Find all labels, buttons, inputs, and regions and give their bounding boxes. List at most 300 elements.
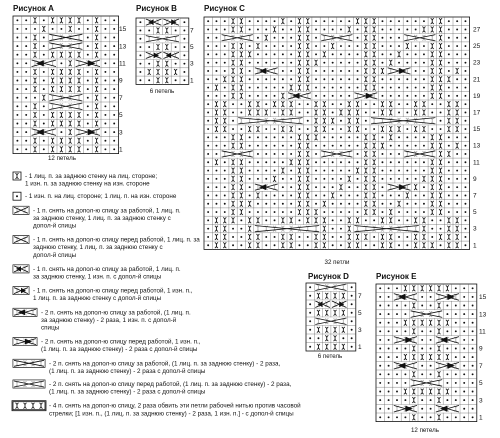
purl-dot [430,296,432,298]
purl-dot [415,203,417,205]
purl-dot [274,53,276,55]
purl-dot [315,178,317,180]
purl-dot [415,136,417,138]
purl-dot [216,29,218,31]
purl-dot [455,287,457,289]
purl-dot [398,45,400,47]
purl-dot [423,45,425,47]
legend-text: - 1 п. снять на допол-ю спицу за работой, 1 лиц. п. [33,207,181,215]
purl-dot [463,365,465,367]
legend-text: - 1 изн. п. на лиц. стороне; 1 лиц. п. на изн. стороне [25,193,177,201]
row-number: 23 [473,59,481,67]
purl-dot [379,408,381,410]
purl-dot [290,195,292,197]
purl-dot [455,356,457,358]
purl-dot [224,20,226,22]
purl-dot [465,53,467,55]
purl-dot [16,114,18,116]
purl-dot [431,103,433,105]
purl-dot [390,170,392,172]
purl-dot [388,416,390,418]
purl-dot [249,87,251,89]
purl-dot [465,161,467,163]
purl-dot [423,211,425,213]
purl-dot [415,78,417,80]
purl-dot [25,105,27,107]
purl-dot [448,203,450,205]
cable-cross-left [75,128,101,136]
purl-dot [249,145,251,147]
purl-dot [332,112,334,114]
cable-cross-right [145,18,162,26]
purl-dot [430,373,432,375]
chart-a-title: Рисунок A [13,4,54,13]
purl-dot [340,236,342,238]
purl-dot [340,170,342,172]
purl-dot [379,305,381,307]
purl-dot [348,45,350,47]
purl-dot [465,120,467,122]
purl-dot [382,78,384,80]
purl-dot [25,97,27,99]
purl-dot [249,211,251,213]
purl-dot [348,203,350,205]
purl-dot [25,148,27,150]
chart-a-stitch-count: 12 петель [47,155,77,162]
purl-dot [216,53,218,55]
purl-dot [216,195,218,197]
row-number: 3 [473,225,477,233]
purl-dot [357,37,359,39]
purl-dot [340,178,342,180]
purl-dot [257,161,259,163]
purl-dot [257,203,259,205]
purl-dot [423,87,425,89]
purl-dot [323,170,325,172]
cross-left-2-icon [13,236,29,244]
purl-dot [448,53,450,55]
purl-dot [274,112,276,114]
purl-dot [25,37,27,39]
purl-dot [396,373,398,375]
purl-dot [340,29,342,31]
row-number: 5 [479,380,483,388]
purl-dot [340,103,342,105]
purl-dot [274,95,276,97]
purl-dot [87,19,89,21]
chart-d [306,272,362,360]
purl-dot [290,211,292,213]
purl-dot [34,97,36,99]
purl-dot [332,161,334,163]
purl-dot [440,112,442,114]
purl-dot [25,114,27,116]
purl-dot [224,45,226,47]
chart-c-grid [204,17,470,249]
purl-dot [265,219,267,221]
purl-dot [357,45,359,47]
purl-dot [274,145,276,147]
purl-dot [274,170,276,172]
purl-dot [390,20,392,22]
purl-dot [249,136,251,138]
purl-dot [290,37,292,39]
purl-dot [16,80,18,82]
purl-dot [365,128,367,130]
cross-right-4-icon [13,359,45,367]
cable-cross-left [435,293,460,301]
chart-a-grid [13,16,119,154]
purl-dot [390,87,392,89]
purl-dot [216,95,218,97]
purl-dot [274,62,276,64]
purl-dot [423,20,425,22]
purl-dot [456,186,458,188]
cable-cross-left [13,236,28,243]
purl-dot [274,87,276,89]
purl-dot [340,62,342,64]
purl-dot [315,95,317,97]
cable-cross-right [49,94,84,102]
purl-dot [398,112,400,114]
purl-dot [207,37,209,39]
cable-cross-left [393,405,418,413]
purl-dot [430,330,432,332]
purl-dot [232,244,234,246]
purl-dot [463,339,465,341]
purl-dot [348,170,350,172]
purl-dot [388,305,390,307]
cable-cross-left [354,225,420,233]
purl-dot [415,178,417,180]
purl-dot [348,211,350,213]
legend-item [13,236,200,259]
purl-dot [309,312,311,314]
chart-d-grid [306,283,356,351]
purl-dot [472,287,474,289]
purl-dot [309,320,311,322]
cable-cross-left [331,300,347,308]
purl-dot [455,330,457,332]
row-number: 1 [119,146,123,154]
cable-cross-left [435,362,460,370]
purl-dot [415,70,417,72]
purl-dot [139,46,141,48]
purl-dot [323,178,325,180]
purl-dot [351,337,353,339]
purl-dot [323,87,325,89]
purl-dot [379,339,381,341]
purl-dot [340,70,342,72]
purl-dot [348,78,350,80]
purl-dot [365,219,367,221]
purl-dot [207,45,209,47]
purl-dot [16,45,18,47]
purl-dot [25,28,27,30]
purl-dot [16,54,18,56]
cable-cross-right [163,52,180,60]
purl-dot [373,219,375,221]
purl-dot [340,195,342,197]
purl-dot [299,219,301,221]
purl-dot [348,53,350,55]
purl-dot [16,148,18,150]
purl-dot [430,305,432,307]
purl-dot [456,45,458,47]
purl-dot [430,348,432,350]
purl-dot [382,37,384,39]
purl-dot [390,95,392,97]
cross-right-purl-icon [13,265,29,273]
purl-dot [446,313,448,315]
purl-dot [139,30,141,32]
purl-dot [463,296,465,298]
purl-dot [456,87,458,89]
purl-dot [406,128,408,130]
purl-dot [388,313,390,315]
purl-dot [265,95,267,97]
purl-dot [398,136,400,138]
purl-dot [224,62,226,64]
purl-dot [465,145,467,147]
purl-dot [421,408,423,410]
purl-dot [265,178,267,180]
purl-dot [175,30,177,32]
purl-dot [472,339,474,341]
purl-dot [398,103,400,105]
purl-dot [379,356,381,358]
row-number: 3 [358,326,362,334]
purl-dot [323,45,325,47]
purl-dot [406,136,408,138]
purl-dot [456,161,458,163]
purl-dot [465,29,467,31]
purl-dot [274,244,276,246]
purl-dot [265,29,267,31]
purl-dot [323,136,325,138]
purl-dot [332,228,334,230]
cable-cross-left [13,338,36,345]
purl-dot [274,20,276,22]
purl-dot [216,37,218,39]
purl-dot [351,286,353,288]
cable-cross-right [254,67,278,75]
purl-dot [340,161,342,163]
purl-dot [398,178,400,180]
legend-text: за заднюю стенку, 1 изн. п. с допол-й спицы [33,273,162,281]
legend-text: стрелки; [1 изн. п., (1 лиц. п. за заднюю стенку) - 2 раза, 1 изн. п.] - с допол-й спицы [49,410,294,418]
legend-text: заднюю стенку, 1 лиц. п. за заднюю стенку с [33,244,163,252]
purl-dot [274,78,276,80]
purl-dot [365,244,367,246]
purl-dot [398,244,400,246]
purl-dot [282,195,284,197]
row-number: 5 [119,112,123,120]
purl-dot [257,37,259,39]
purl-dot [290,53,292,55]
purl-dot [472,399,474,401]
purl-dot [398,62,400,64]
purl-dot [382,186,384,188]
purl-dot [183,38,185,40]
purl-dot [249,95,251,97]
row-number: 21 [473,76,481,84]
purl-dot [463,416,465,418]
purl-dot [373,244,375,246]
chart-b-title: Рисунок B [136,4,177,13]
purl-dot [448,170,450,172]
purl-dot [421,305,423,307]
purl-dot [472,296,474,298]
purl-dot [323,20,325,22]
purl-dot [465,70,467,72]
purl-dot [423,145,425,147]
legend-item [12,401,301,418]
purl-dot [315,145,317,147]
purl-dot [465,103,467,105]
purl-dot [265,145,267,147]
purl-dot [60,131,62,133]
legend-item [13,192,177,200]
cable-cross-right [404,34,437,42]
purl-dot [463,305,465,307]
purl-dot [224,53,226,55]
cable-cross-right [315,300,331,308]
purl-dot [388,348,390,350]
purl-dot [60,28,62,30]
purl-dot [415,161,417,163]
chart-a [13,4,127,162]
purl-dot [307,236,309,238]
purl-dot [104,28,106,30]
cable-cross-right [13,207,28,214]
purl-dot [440,219,442,221]
purl-dot [290,178,292,180]
purl-dot [232,120,234,122]
purl-dot [265,20,267,22]
purl-dot [87,45,89,47]
purl-dot [265,136,267,138]
purl-dot [113,105,115,107]
purl-dot [265,244,267,246]
purl-dot [309,337,311,339]
purl-dot [257,78,259,80]
purl-dot [207,95,209,97]
purl-dot [104,62,106,64]
purl-dot [465,170,467,172]
purl-dot [113,131,115,133]
row-number: 3 [190,60,194,68]
row-number: 3 [119,129,123,137]
row-number: 15 [479,294,487,302]
purl-dot [257,170,259,172]
purl-dot [382,178,384,180]
purl-dot [382,211,384,213]
purl-dot [342,337,344,339]
purl-dot [249,45,251,47]
purl-dot [332,128,334,130]
purl-dot [282,87,284,89]
legend-text: - 1 п. снять на допол-ю спицу перед работой, 1 лиц. п. за [33,236,200,244]
purl-dot [390,203,392,205]
purl-dot [87,140,89,142]
purl-dot-icon [13,192,21,200]
purl-dot [357,62,359,64]
cross-right-2-icon [13,206,29,214]
purl-dot [448,186,450,188]
purl-dot [216,136,218,138]
purl-dot [290,45,292,47]
purl-dot [332,203,334,205]
purl-dot [430,399,432,401]
purl-dot [175,46,177,48]
purl-dot [257,211,259,213]
purl-dot [396,356,398,358]
purl-dot [315,45,317,47]
purl-dot [25,71,27,73]
purl-dot [216,70,218,72]
purl-dot [421,399,423,401]
purl-dot [315,20,317,22]
purl-dot [423,195,425,197]
purl-dot [456,178,458,180]
purl-dot [113,37,115,39]
purl-dot [456,62,458,64]
purl-dot [465,211,467,213]
purl-dot [309,286,311,288]
purl-dot [340,120,342,122]
purl-dot [406,236,408,238]
row-number: 1 [473,242,477,250]
purl-dot [357,211,359,213]
purl-dot [340,95,342,97]
row-number: 19 [473,92,481,100]
purl-dot [398,29,400,31]
purl-dot [430,365,432,367]
purl-dot [423,53,425,55]
purl-dot [299,236,301,238]
purl-dot [448,20,450,22]
purl-dot [282,145,284,147]
purl-dot [379,287,381,289]
purl-dot [415,45,417,47]
purl-dot [396,305,398,307]
purl-dot [332,29,334,31]
purl-dot [446,382,448,384]
purl-dot [183,21,185,23]
purl-dot [465,186,467,188]
purl-dot [315,70,317,72]
purl-dot [382,20,384,22]
purl-dot [323,62,325,64]
purl-dot [463,408,465,410]
purl-dot [390,178,392,180]
purl-dot [423,95,425,97]
purl-dot [390,153,392,155]
purl-dot [398,170,400,172]
purl-dot [456,29,458,31]
purl-dot [455,322,457,324]
purl-dot [398,153,400,155]
purl-dot [465,95,467,97]
purl-dot [207,236,209,238]
purl-dot [340,228,342,230]
purl-dot [216,153,218,155]
purl-dot [398,78,400,80]
purl-dot [87,148,89,150]
purl-dot [43,148,45,150]
purl-dot [332,136,334,138]
